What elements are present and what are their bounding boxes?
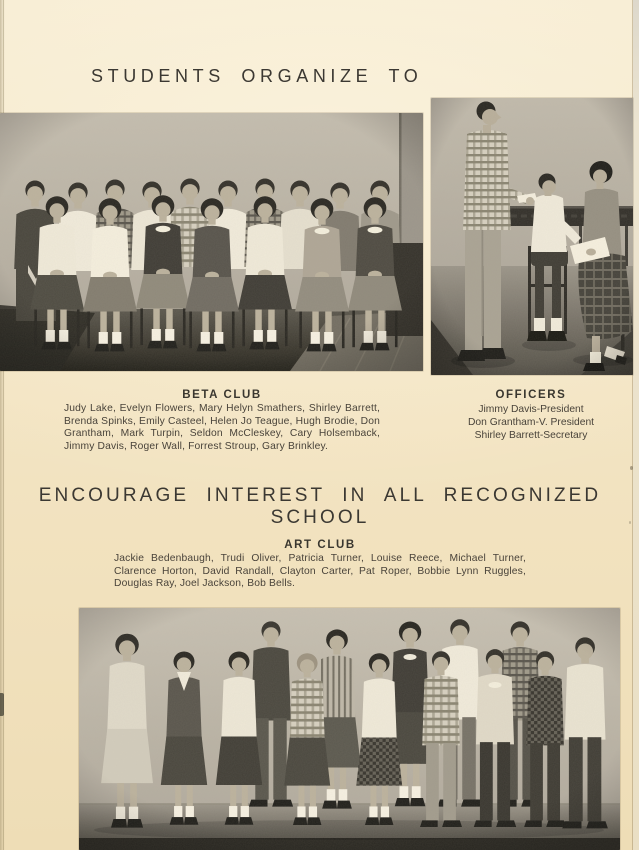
officers-photo — [431, 98, 633, 375]
beta-club-photo-art — [0, 113, 423, 371]
art-club-names: Jackie Bedenbaugh, Trudi Oliver, Patricia Turner, Louise Reece, Michael Turner, Clarence Horton, David Randall, Clayton Carter, Pat Roper, Bobbie Lynn Ruggles, Douglas Ray, Joel Jackson, Bob Bells. — [114, 553, 526, 589]
art-club-photo — [79, 608, 620, 850]
officer-line-president: Jimmy Davis-President — [478, 404, 584, 415]
beta-club-names: Judy Lake, Evelyn Flowers, Mary Helyn Smathers, Shirley Barrett, Brenda Spinks, Emily Casteel, Helen Jo Teague, Hugh Brodie, Don Grantham, Mark Turpin, Seldon McCleskey, Cary Holsemback, Jimmy Davis, Roger Wall, Forrest Stroup, Gary Brinkley. — [64, 403, 380, 452]
art-club-photo-art — [79, 608, 620, 850]
art-club-title: ART CLUB — [284, 539, 356, 551]
beta-club-caption — [64, 389, 380, 453]
beta-photo-vignette — [0, 113, 423, 371]
officer-line-vice-president: Don Grantham-V. President — [467, 417, 595, 428]
officers-photo-vignette — [431, 98, 633, 375]
beta-club-photo — [0, 113, 423, 371]
officers-caption — [428, 389, 634, 442]
officers-title: OFFICERS — [495, 389, 567, 401]
art-club-caption — [114, 539, 526, 591]
scan-smudge — [0, 693, 4, 716]
art-photo-vignette — [79, 608, 620, 850]
page-headline-top: STUDENTS ORGANIZE TO — [91, 66, 423, 86]
beta-club-title: BETA CLUB — [182, 389, 262, 401]
page-headline-middle: ENCOURAGE INTEREST IN ALL RECOGNIZED SCHOOL — [38, 485, 602, 528]
scan-speck — [630, 466, 633, 470]
officers-photo-art — [431, 98, 633, 375]
officer-line-secretary: Shirley Barrett-Secretary — [474, 430, 588, 441]
scan-speck — [629, 521, 631, 524]
